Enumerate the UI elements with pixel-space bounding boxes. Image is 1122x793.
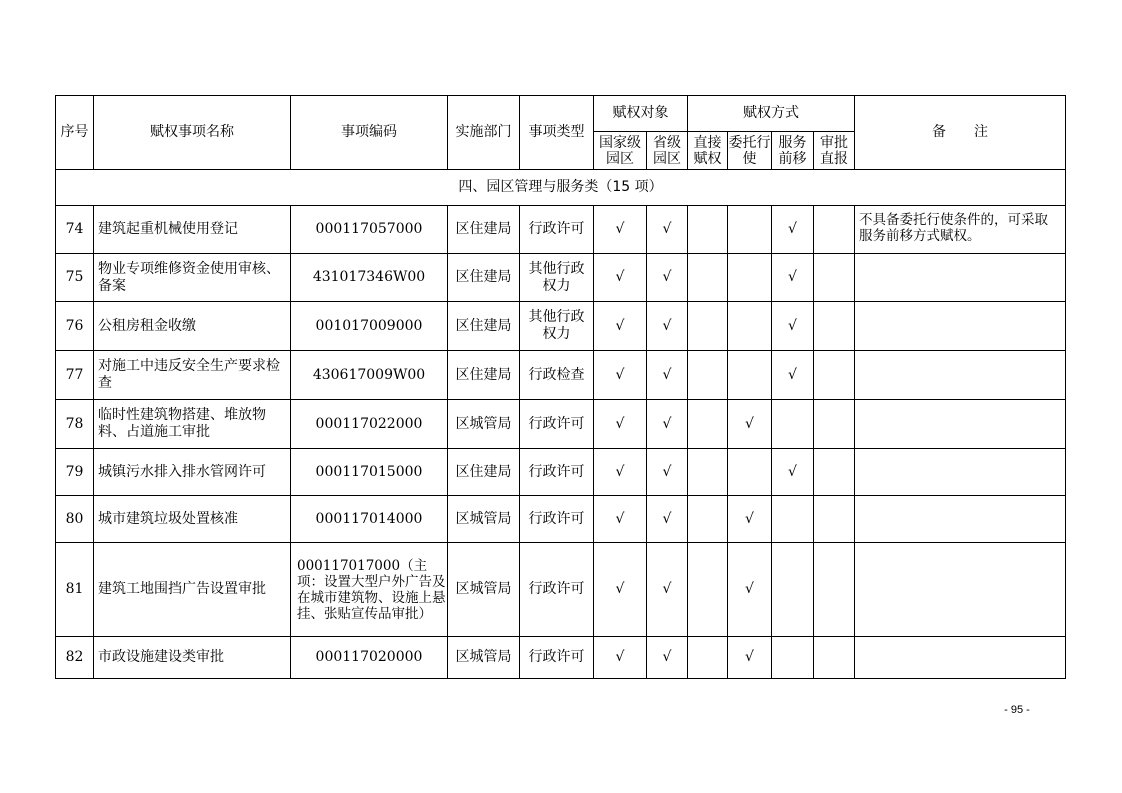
row-name: 公租房租金收缴 (94, 302, 291, 351)
row-approval (814, 449, 855, 496)
row-approval (814, 637, 855, 679)
row-provincial: √ (647, 543, 688, 637)
header-method-entrust: 委托行使 (728, 132, 772, 170)
row-entrust (728, 302, 772, 351)
row-direct (688, 496, 728, 543)
header-row-1 (56, 96, 1066, 132)
header-target-group: 赋权对象 (594, 96, 688, 132)
row-code: 000117020000 (291, 637, 448, 679)
row-entrust: √ (728, 400, 772, 449)
row-provincial: √ (647, 206, 688, 254)
row-service (772, 496, 814, 543)
row-name: 建筑工地围挡广告设置审批 (94, 543, 291, 637)
row-type: 行政许可 (520, 637, 594, 679)
row-code: 000117022000 (291, 400, 448, 449)
table-row (56, 302, 1066, 351)
row-note (855, 543, 1066, 637)
row-dept: 区住建局 (448, 351, 520, 400)
row-entrust (728, 351, 772, 400)
row-note (855, 496, 1066, 543)
row-dept: 区住建局 (448, 206, 520, 254)
row-name: 建筑起重机械使用登记 (94, 206, 291, 254)
table-row (56, 496, 1066, 543)
row-direct (688, 254, 728, 302)
row-code: 431017346W00 (291, 254, 448, 302)
row-direct (688, 302, 728, 351)
row-approval (814, 206, 855, 254)
row-national: √ (594, 400, 647, 449)
row-national: √ (594, 637, 647, 679)
row-national: √ (594, 351, 647, 400)
row-type: 行政许可 (520, 496, 594, 543)
row-seq: 79 (56, 449, 94, 496)
row-type: 行政许可 (520, 400, 594, 449)
row-approval (814, 400, 855, 449)
header-target-national: 国家级园区 (594, 132, 647, 170)
header-type: 事项类型 (520, 96, 594, 170)
row-type: 行政许可 (520, 206, 594, 254)
header-dept: 实施部门 (448, 96, 520, 170)
row-national: √ (594, 254, 647, 302)
row-note (855, 254, 1066, 302)
row-name: 市政设施建设类审批 (94, 637, 291, 679)
row-seq: 82 (56, 637, 94, 679)
row-national: √ (594, 206, 647, 254)
header-method-service: 服务前移 (772, 132, 814, 170)
row-dept: 区住建局 (448, 449, 520, 496)
header-method-direct: 直接赋权 (688, 132, 728, 170)
row-dept: 区城管局 (448, 637, 520, 679)
row-national: √ (594, 449, 647, 496)
row-approval (814, 254, 855, 302)
authorization-table (55, 95, 1066, 679)
row-dept: 区城管局 (448, 496, 520, 543)
row-name: 物业专项维修资金使用审核、备案 (94, 254, 291, 302)
row-seq: 80 (56, 496, 94, 543)
row-approval (814, 302, 855, 351)
row-service (772, 400, 814, 449)
row-service: √ (772, 254, 814, 302)
row-provincial: √ (647, 496, 688, 543)
row-service: √ (772, 351, 814, 400)
row-entrust: √ (728, 637, 772, 679)
table-row (56, 449, 1066, 496)
row-type: 行政许可 (520, 449, 594, 496)
header-method-approval: 审批直报 (814, 132, 855, 170)
row-national: √ (594, 543, 647, 637)
section-title: 四、园区管理与服务类（15 项） (56, 170, 1066, 206)
row-code: 000117017000（主项：设置大型户外广告及在城市建筑物、设施上悬挂、张贴宣传品审批） (291, 543, 448, 637)
row-provincial: √ (647, 351, 688, 400)
row-note (855, 351, 1066, 400)
row-note (855, 449, 1066, 496)
row-direct (688, 206, 728, 254)
row-dept: 区城管局 (448, 400, 520, 449)
row-dept: 区住建局 (448, 254, 520, 302)
row-approval (814, 496, 855, 543)
row-name: 临时性建筑物搭建、堆放物料、占道施工审批 (94, 400, 291, 449)
row-direct (688, 637, 728, 679)
row-code: 000117015000 (291, 449, 448, 496)
row-provincial: √ (647, 254, 688, 302)
row-service (772, 543, 814, 637)
row-seq: 76 (56, 302, 94, 351)
row-national: √ (594, 302, 647, 351)
row-code: 001017009000 (291, 302, 448, 351)
row-code: 430617009W00 (291, 351, 448, 400)
row-name: 城市建筑垃圾处置核准 (94, 496, 291, 543)
table-row (56, 637, 1066, 679)
header-code: 事项编码 (291, 96, 448, 170)
row-service: √ (772, 302, 814, 351)
row-type: 行政检查 (520, 351, 594, 400)
row-direct (688, 351, 728, 400)
row-provincial: √ (647, 637, 688, 679)
header-target-provincial: 省级园区 (647, 132, 688, 170)
header-seq: 序号 (56, 96, 94, 170)
row-provincial: √ (647, 302, 688, 351)
row-type: 行政许可 (520, 543, 594, 637)
table-row (56, 543, 1066, 637)
row-entrust (728, 449, 772, 496)
header-method-group: 赋权方式 (688, 96, 855, 132)
table-row (56, 206, 1066, 254)
header-note: 备 注 (855, 96, 1066, 170)
row-type: 其他行政权力 (520, 302, 594, 351)
row-seq: 78 (56, 400, 94, 449)
row-entrust (728, 206, 772, 254)
row-provincial: √ (647, 449, 688, 496)
row-dept: 区住建局 (448, 302, 520, 351)
header-name: 赋权事项名称 (94, 96, 291, 170)
row-service: √ (772, 206, 814, 254)
table-row (56, 254, 1066, 302)
row-seq: 74 (56, 206, 94, 254)
row-service (772, 637, 814, 679)
row-direct (688, 543, 728, 637)
row-provincial: √ (647, 400, 688, 449)
row-note (855, 302, 1066, 351)
row-entrust: √ (728, 496, 772, 543)
row-direct (688, 449, 728, 496)
row-dept: 区城管局 (448, 543, 520, 637)
table-row (56, 400, 1066, 449)
row-approval (814, 543, 855, 637)
row-name: 城镇污水排入排水管网许可 (94, 449, 291, 496)
page-number: - 95 - (1004, 704, 1030, 716)
row-seq: 77 (56, 351, 94, 400)
row-code: 000117014000 (291, 496, 448, 543)
row-name: 对施工中违反安全生产要求检查 (94, 351, 291, 400)
row-code: 000117057000 (291, 206, 448, 254)
row-national: √ (594, 496, 647, 543)
row-note: 不具备委托行使条件的，可采取服务前移方式赋权。 (855, 206, 1066, 254)
row-service: √ (772, 449, 814, 496)
section-row (56, 170, 1066, 206)
row-note (855, 400, 1066, 449)
row-note (855, 637, 1066, 679)
row-seq: 75 (56, 254, 94, 302)
row-type: 其他行政权力 (520, 254, 594, 302)
row-seq: 81 (56, 543, 94, 637)
row-approval (814, 351, 855, 400)
row-entrust (728, 254, 772, 302)
row-entrust: √ (728, 543, 772, 637)
table-row (56, 351, 1066, 400)
row-direct (688, 400, 728, 449)
